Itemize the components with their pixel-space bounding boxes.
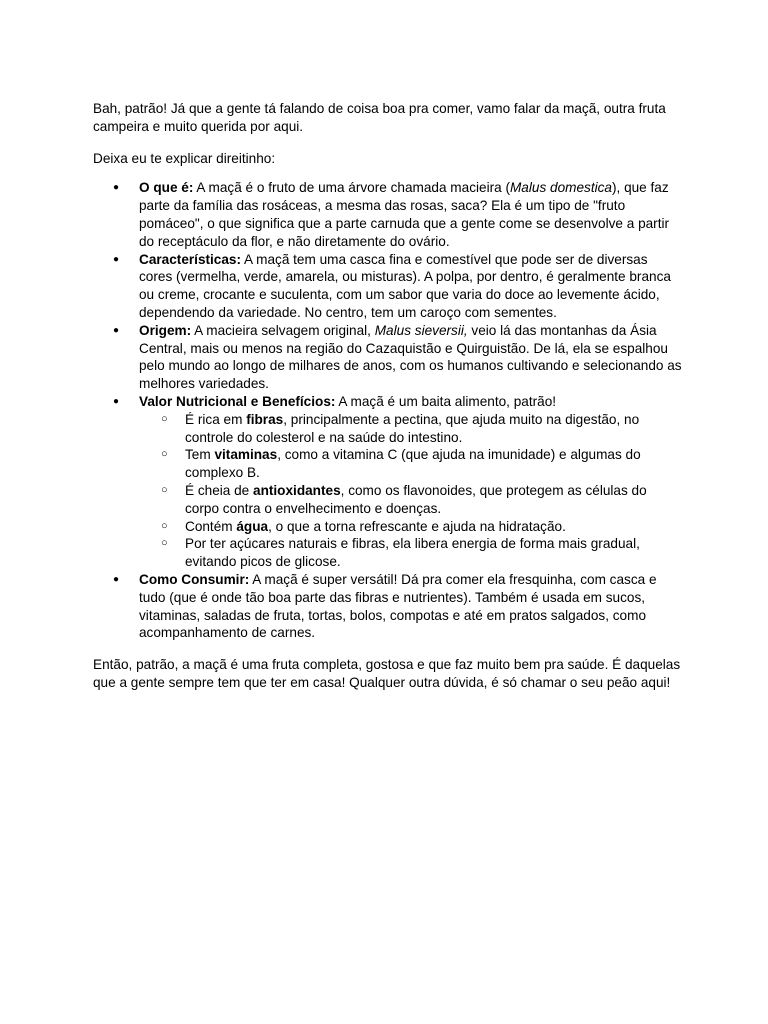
- list-item-como-consumir: [93, 571, 683, 642]
- closing-paragraph: Então, patrão, a maçã é uma fruta completa, gostosa e que faz muito bem pra saúde. É daquelas que a gente sempre tem que ter em casa! Qualquer outra dúvida, é só chamar o seu peão aqui!: [93, 657, 681, 690]
- sub-bold: água: [236, 518, 269, 534]
- item-text: veio lá das montanhas da Ásia Central, mais ou menos na região do Cazaquistão e Quirguistão. De lá, ela se espalhou pelo mundo ao longo de milhares de anos, com os humanos cultivando e selecionando as melhores variedades.: [139, 322, 682, 392]
- item-text: A maçã é o fruto de uma árvore chamada macieira (: [193, 180, 510, 196]
- item-label: Valor Nutricional e Benefícios:: [139, 393, 336, 409]
- sub-text: É cheia de: [185, 482, 254, 498]
- sub-bold: fibras: [246, 411, 284, 427]
- sub-text: , como os flavonoides, que protegem as células do corpo contra o envelhecimento e doenças.: [185, 482, 647, 516]
- list-item-o-que-e: [93, 179, 683, 250]
- sub-text: , como a vitamina C (que ajuda na imunidade) e algumas do complexo B.: [185, 447, 641, 481]
- sub-bold: vitaminas: [214, 447, 278, 463]
- sub-text: É rica em: [185, 411, 247, 427]
- item-text: A maçã é um baita alimento, patrão!: [335, 393, 557, 409]
- sublist-item-agua: [139, 518, 683, 536]
- topic-list: [93, 179, 683, 642]
- item-label: Características:: [139, 251, 242, 267]
- list-item-valor-nutricional: [93, 393, 683, 571]
- sublist-item-acucares: [139, 535, 683, 571]
- sub-text: Por ter açúcares naturais e fibras, ela libera energia de forma mais gradual, evitando picos de glicose.: [185, 536, 640, 570]
- sub-text: Contém: [185, 518, 237, 534]
- item-text: A maçã tem uma casca fina e comestível que pode ser de diversas cores (vermelha, verde, amarela, ou misturas). A polpa, por dentro, é geralmente branca ou creme, crocante e suculenta, com um sabor que varia do doce ao levemente ácido, dependendo da variedade. No centro, tem um caroço com sementes.: [139, 251, 671, 320]
- scientific-name: Malus domestica: [509, 180, 612, 196]
- list-item-origem: [93, 322, 683, 393]
- sublist-item-fibras: [139, 411, 683, 447]
- sublist-item-vitaminas: [139, 446, 683, 482]
- item-text: ), que faz parte da família das rosáceas, a mesma das rosas, saca? Ela é um tipo de "fruto pomáceo", o que significa que a parte carnuda que a gente come se desenvolve a partir do receptáculo da flor, e não diretamente do ovário.: [139, 180, 670, 249]
- sub-text: Tem: [185, 447, 215, 463]
- sub-text: , principalmente a pectina, que ajuda muito na digestão, no controle do colesterol e na saúde do intestino.: [185, 411, 640, 445]
- sublist-item-antioxidantes: [139, 482, 683, 518]
- list-item-caracteristicas: [93, 251, 683, 322]
- item-text: A maçã é super versátil! Dá pra comer ela fresquinha, com casca e tudo (que é onde tão boa parte das fibras e nutrientes). Também é usada em sucos, vitaminas, saladas de fruta, tortas, bolos, compotas e até em pratos salgados, como acompanhamento de carnes.: [139, 571, 657, 641]
- item-label: Origem:: [139, 322, 192, 338]
- sub-text: , o que a torna refrescante e ajuda na hidratação.: [268, 518, 566, 534]
- item-label: Como Consumir:: [139, 571, 250, 587]
- lead-paragraph: Deixa eu te explicar direitinho:: [93, 150, 276, 166]
- sub-bold: antioxidantes: [253, 482, 341, 498]
- item-label: O que é:: [139, 180, 194, 196]
- scientific-name: Malus sieversii,: [374, 322, 468, 338]
- item-text: A macieira selvagem original,: [191, 322, 375, 338]
- nutrition-sublist: [139, 411, 683, 571]
- document-page: [93, 100, 683, 692]
- intro-paragraph: Bah, patrão! Já que a gente tá falando de coisa boa pra comer, vamo falar da maçã, outra fruta campeira e muito querida por aqui.: [93, 101, 666, 134]
